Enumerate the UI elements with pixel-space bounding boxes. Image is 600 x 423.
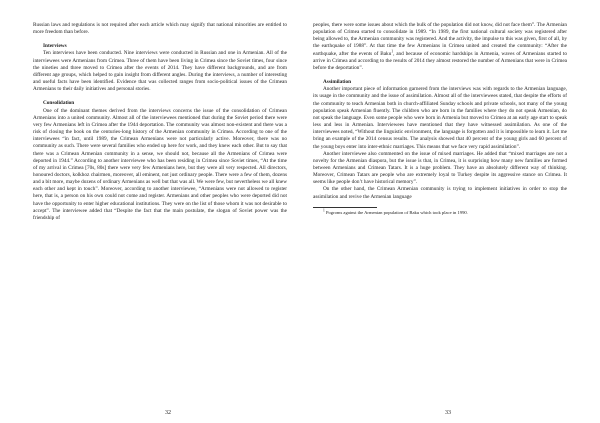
mixed-marriages-paragraph: Another interviewee also commented on the issue of mixed marriages. He added that “mixed marriages are not a novelty for the Armenian diaspora, but the issue is that, in Crimea, it is surprising how many new families are formed between Armenians and Crimean Tatars. It is a huge problem. They have an absolutely different way of thinking. Moreover, Crimean Tatars are people who are extremely loyal to Turkey despite its aggressive stance on Crimea. It seems like people don’t have historical memory”. xyxy=(313,150,567,186)
continued-paragraph xyxy=(313,22,567,72)
section-heading-interviews: Interviews xyxy=(43,43,67,50)
right-page xyxy=(313,22,567,400)
footnote-text: Pogroms against the Armenian population of Baku which took place in 1990. xyxy=(324,209,468,215)
assimilation-paragraph: Another important piece of information garnered from the interviews was with regards to the Armenian language, its usage in the community and the issue of assimilation. Almost all of the interviewees stated, that despite the efforts of the community to teach Armenian both in church-affiliated Sunday schools and private schools, not many of the young population speak Armenian fluently. The children who are born in the families where they do not speak Armenian, do not speak the language. Even some people who were born in Armenia but moved to Crimea at an early age start to speak less and less in Armenian. Interviewees have mentioned that they have witnessed assimilation. As one of the interviewees noted, “Without the linguistic environment, the language is forgotten and it is impossible to learn it. Let me bring an example of the 2014 census results. The analysis showed that 40 percent of the young girls and 60 percent of the young boys enter into inter-ethnic marriages. This means that we face very rapid assimilation”. xyxy=(313,86,567,150)
footnote xyxy=(313,210,567,216)
consolidation-paragraph: One of the dominant themes derived from the interviews concerns the issue of the consolidation of Crimean Armenians into a united community. Almost all of the interviewees mentioned that during the Soviet period there were very few Armenians left in Crimea after the 1944 deportation. The community was almost non-existent and there was a risk of closing the book on the centuries-long history of the Armenian community in Crimea. According to one of the interviewees “in fact, until 1989, the Crimean Armenians were not particularly active. Moreover, there was no community as such. There were several families who ended up here for work, and they knew each other. But to say that there was a Crimean Armenian community in a sense, we should not, because all the Armenians of Crimea were deported in 1944.” According to another interviewee who has been residing in Crimea since Soviet times, “At the time of my arrival in Crimea [70s, 80s] there were very few Armenians here, but they were all very respected. All directors, honoured doctors, kolkhoz chairmen, moreover, all eminent, not just ordinary people. There were a few of them, dozens and a bit more, maybe dozens of ordinary Armenians as well but that was all. We were few, but nevertheless we all knew each other and kept in touch”. Moreover, according to another interviewee, “Armenians were not allowed to register here, that is, a person on his own could not come and register. Armenians and other peoples who were deported did not have the opportunity to enter higher educational institutions. They were on the list of those whom it was not desirable to accept”. The interviewee added that “Despite the fact that the main postulate, the slogan of Soviet power was the friendship of xyxy=(33,107,287,221)
page-number-right: 33 xyxy=(445,410,451,416)
footnote-reference: 1 xyxy=(391,48,394,53)
left-page xyxy=(33,22,287,400)
section-heading-assimilation: Assimilation xyxy=(323,79,352,86)
section-heading-consolidation: Consolidation xyxy=(43,100,75,107)
page-number-left: 32 xyxy=(165,410,171,416)
footnote-number: 1 xyxy=(323,208,325,213)
intro-paragraph: Russian laws and regulations is not required after each article which may signify that national minorities are entitled to more freedom than before. xyxy=(33,22,287,36)
interviews-paragraph: Ten interviews have been conducted. Nine interviews were conducted in Russian and one in Armenian. All of the interviewees were Armenians from Crimea. Three of them have been living in Crimea since the Soviet times, four since the nineties and three moved to Crimea after the events of 2014. They have different backgrounds, and are from different age groups, which helped to gain insight from different angles. During the interviews, a number of interesting and useful facts have been identified. Evidence that was collected ranges from socio-political issues of the Crimean Armenians to their daily initiatives and personal stories. xyxy=(33,50,287,93)
continued-text-a: peoples, there were some issues about which the bulk of the population did not know, did not face them”. The Armenian population of Crimea started to consolidate in 1989. “In 1989, the first national cultural society was registered after being allowed to, the Armenian community was registered. And the activity, the impulse to this was given, first of all, by the earthquake of 1988”. At that time the few Armenians in Crimea united and created the community: “After the earthquake, after the events of Baku xyxy=(313,22,567,57)
continued-text-b: , and because of economic hardships in Armenia, waves of Armenians started to arrive in Crimea and according to the results of 2014 they almost restored the number of Armenians that were in Crimea before the deportation”. xyxy=(313,50,567,71)
initiatives-paragraph: On the other hand, the Crimean Armenian community is trying to implement initiatives in order to stop the assimilation and revive the Armenian language xyxy=(313,186,567,200)
